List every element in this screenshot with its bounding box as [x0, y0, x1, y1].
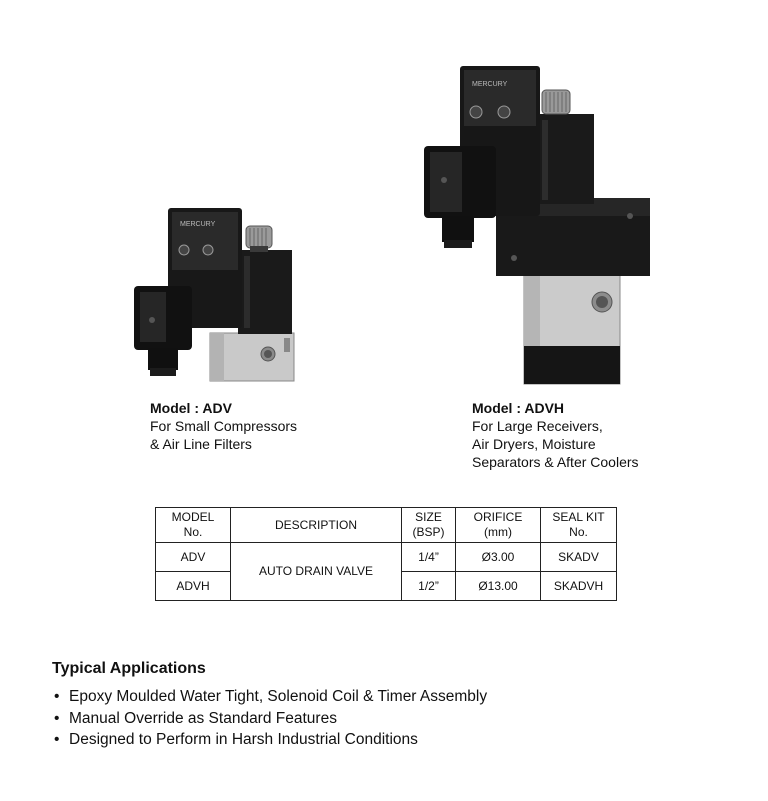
cell-model: ADV — [156, 543, 231, 572]
advh-model-label: Model : ADVH — [472, 400, 565, 416]
header-model: MODEL No. — [156, 508, 231, 543]
applications-list — [52, 686, 487, 751]
adv-valve-image — [128, 198, 298, 388]
adv-image-label: MERCURY — [180, 221, 216, 228]
cell-orifice: Ø3.00 — [456, 543, 541, 572]
table-row — [156, 543, 617, 572]
bullet-icon: • — [54, 688, 60, 705]
header-description: DESCRIPTION — [231, 508, 402, 543]
advh-caption-line: Air Dryers, Moisture — [472, 436, 596, 452]
advh-valve-image — [418, 62, 658, 392]
cell-orifice: Ø13.00 — [456, 572, 541, 601]
advh-image-label: MERCURY — [472, 81, 508, 88]
applications-title: Typical Applications — [52, 660, 206, 677]
adv-model-label: Model : ADV — [150, 400, 232, 416]
list-item: • Manual Override as Standard Features — [52, 708, 487, 730]
adv-caption-line: For Small Compressors — [150, 418, 298, 434]
header-orifice: ORIFICE (mm) — [456, 508, 541, 543]
cell-size: 1/4” — [402, 543, 456, 572]
cell-model: ADVH — [156, 572, 231, 601]
adv-caption-line: & Air Line Filters — [150, 436, 252, 452]
bullet-icon: • — [54, 709, 60, 727]
list-item: • Epoxy Moulded Water Tight, Solenoid Coil & Timer Assembly — [52, 686, 487, 708]
advh-caption — [472, 399, 639, 471]
advh-caption-line: For Large Receivers, — [472, 418, 603, 434]
bullet-icon: • — [54, 731, 60, 748]
adv-caption — [150, 399, 297, 453]
cell-seal-kit: SKADV — [541, 543, 617, 572]
table-header-row — [156, 508, 617, 543]
cell-description: AUTO DRAIN VALVE — [231, 543, 402, 601]
cell-size: 1/2” — [402, 572, 456, 601]
list-item: • Designed to Perform in Harsh Industrial Conditions — [52, 729, 487, 751]
header-size: SIZE (BSP) — [402, 508, 456, 543]
header-seal-kit: SEAL KIT No. — [541, 508, 617, 543]
spec-table — [155, 507, 617, 601]
advh-caption-line: Separators & After Coolers — [472, 454, 639, 470]
cell-seal-kit: SKADVH — [541, 572, 617, 601]
